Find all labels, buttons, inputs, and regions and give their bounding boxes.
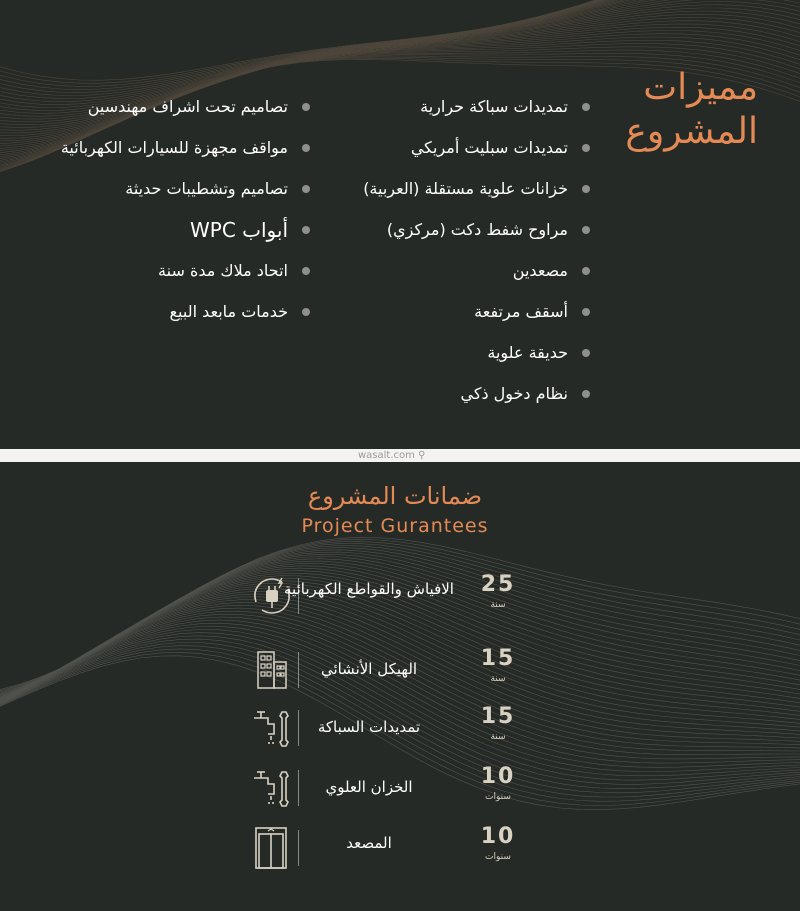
guarantee-unit: سنة [490,732,506,742]
feature-item: أسقف مرتفعة [363,291,590,332]
guarantee-label: تمديدات السباكة [317,718,421,736]
location-pin-icon: ⚲ [418,450,426,461]
guarantee-unit: سنوات [485,852,511,862]
guarantee-label: الهيكل الأنشائي [320,660,418,678]
guarantee-label: المصعد [346,834,392,852]
bullet-icon [302,226,310,234]
bullet-icon [302,308,310,316]
guarantee-row [248,704,548,760]
feature-item: تمديدات سباكة حرارية [363,86,590,127]
bullet-icon [582,103,590,111]
features-list-left [61,86,310,332]
guarantee-years: 15 [480,646,516,671]
feature-item: أبواب WPC [61,209,310,250]
bullet-icon [302,144,310,152]
features-title-line2: المشروع [625,111,758,152]
guarantee-row [248,646,548,702]
feature-item: خزانات علوية مستقلة (العربية) [363,168,590,209]
bullet-icon [582,226,590,234]
bullet-icon [302,103,310,111]
feature-item: مراوح شفط دكت (مركزي) [363,209,590,250]
guarantee-years: 15 [480,704,516,729]
guarantee-row [248,764,548,820]
guarantee-unit: سنوات [485,792,511,802]
bullet-icon [302,185,310,193]
bullet-icon [582,267,590,275]
feature-item: مصعدين [363,250,590,291]
bullet-icon [582,308,590,316]
bullet-icon [582,144,590,152]
guarantees-panel [0,462,800,911]
guarantee-row [248,572,548,628]
feature-item: تصاميم وتشطيبات حديثة [61,168,310,209]
features-title [608,66,758,154]
features-list-right [363,86,590,414]
watermark: wasalt.com ⚲ [358,450,426,461]
bullet-icon [582,390,590,398]
guarantees-title-en: Project Gurantees [301,515,489,537]
feature-item: اتحاد ملاك مدة سنة [61,250,310,291]
guarantee-unit: سنة [490,600,506,610]
bullet-icon [302,267,310,275]
guarantee-label: الخزان العلوي [325,778,413,796]
features-title-line1: مميزات [643,67,758,108]
guarantee-years: 10 [480,824,516,849]
bullet-icon [582,185,590,193]
guarantee-row [248,824,548,880]
feature-item: تمديدات سبليت أمريكي [363,127,590,168]
feature-item: نظام دخول ذكي [363,373,590,414]
guarantees-title-ar: ضمانات المشروع [307,482,483,510]
guarantee-unit: سنة [490,674,506,684]
guarantee-label: الافياش والقواطع الكهربائية [284,580,454,598]
feature-item: تصاميم تحت اشراف مهندسين [61,86,310,127]
feature-item: مواقف مجهزة للسيارات الكهربائية [61,127,310,168]
features-panel [0,0,800,449]
feature-item: حديقة علوية [363,332,590,373]
bullet-icon [582,349,590,357]
feature-item: خدمات مابعد البيع [61,291,310,332]
guarantee-years: 10 [480,764,516,789]
guarantee-years: 25 [480,572,516,597]
